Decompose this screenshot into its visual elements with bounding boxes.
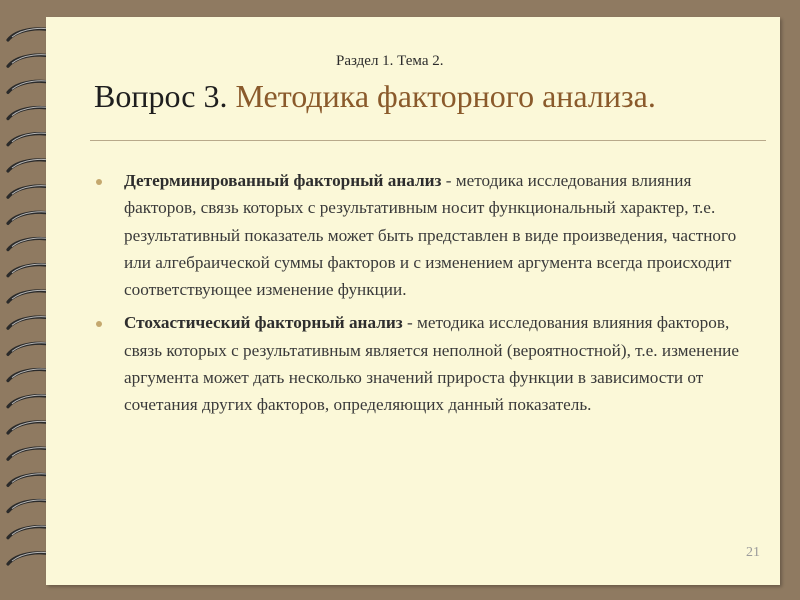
- slide-page: [46, 17, 780, 585]
- title-prefix: Вопрос 3.: [94, 78, 228, 114]
- bullet-text: - методика исследования влияния факторов, связь которых с результативным является неполной (вероятностной), т.е. изменение аргумента может дать несколько значений прироста функции в зависимости от сочетания других факторов, определяющих данный показатель.: [124, 313, 739, 415]
- title-text: Методика факторного анализа.: [235, 78, 656, 114]
- bullet-item: [96, 167, 761, 303]
- bullet-item: [96, 309, 761, 418]
- divider: [90, 140, 766, 141]
- bullet-list: [96, 167, 761, 425]
- bullet-term: Детерминированный факторный анализ: [124, 171, 442, 190]
- bullet-term: Стохастический факторный анализ: [124, 313, 403, 333]
- bullet-dot-icon: [96, 321, 102, 327]
- page-number: 21: [746, 545, 760, 560]
- slide-title: [94, 78, 656, 115]
- bullet-dot-icon: [96, 179, 102, 185]
- section-label: Раздел 1. Тема 2.: [336, 53, 444, 69]
- bullet-text: - методика исследования влияния факторов, связь которых с результативным носит функциональный характер, т.е. результативный показатель может быть представлен в виде произведения, частного или алгебраической суммы факторов и с изменением аргумента всегда происходит соответствующее изменение функции.: [124, 171, 737, 300]
